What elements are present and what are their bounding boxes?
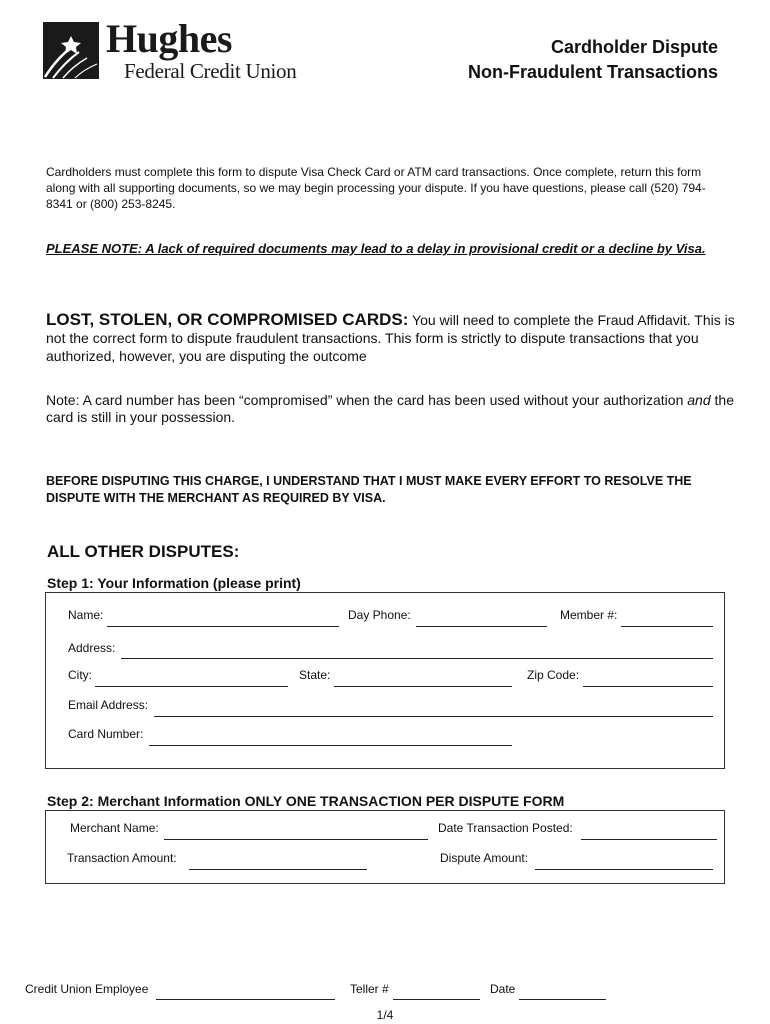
- state-field[interactable]: [334, 686, 512, 687]
- compromised-note-text-end: the card is still in your possession.: [46, 392, 734, 425]
- step1-heading: Step 1: Your Information (please print): [47, 575, 301, 591]
- logo-subtitle: Federal Credit Union: [124, 59, 297, 83]
- lost-stolen-section: [46, 311, 736, 365]
- employee-label: Credit Union Employee: [25, 982, 149, 996]
- date-posted-field[interactable]: [581, 839, 717, 840]
- page-number: 1/4: [376, 1008, 394, 1022]
- compromised-note-text: Note: A card number has been “compromised” when the card has been used without your authorization: [46, 392, 688, 408]
- zip-code-field[interactable]: [583, 686, 713, 687]
- teller-label: Teller #: [350, 982, 389, 996]
- card-number-field[interactable]: [149, 745, 512, 746]
- member-number-field[interactable]: [621, 626, 713, 627]
- date-field[interactable]: [519, 999, 606, 1000]
- day-phone-label: Day Phone:: [348, 608, 411, 622]
- step2-heading: Step 2: Merchant Information ONLY ONE TRANSACTION PER DISPUTE FORM: [47, 793, 565, 809]
- city-field[interactable]: [95, 686, 288, 687]
- day-phone-field[interactable]: [416, 626, 547, 627]
- merchant-name-label: Merchant Name:: [70, 821, 159, 835]
- lost-stolen-text: You will need to complete the Fraud Affidavit. This is not the correct form to dispute fraudulent transactions. This form is strictly to dispute transactions that you authorized, however, you are disputing the outcome: [46, 312, 735, 364]
- compromised-note-emphasis: and: [687, 392, 711, 408]
- teller-field[interactable]: [393, 999, 480, 1000]
- employee-field[interactable]: [156, 999, 335, 1000]
- dispute-amount-field[interactable]: [535, 869, 713, 870]
- transaction-amount-label: Transaction Amount:: [67, 851, 177, 865]
- merchant-acknowledgement: BEFORE DISPUTING THIS CHARGE, I UNDERSTAND THAT I MUST MAKE EVERY EFFORT TO RESOLVE THE DISPUTE WITH THE MERCHANT AS REQUIRED BY VISA.: [46, 474, 692, 505]
- address-field[interactable]: [121, 658, 713, 659]
- card-number-label: Card Number:: [68, 727, 144, 741]
- name-field[interactable]: [107, 626, 339, 627]
- zip-code-label: Zip Code:: [527, 668, 580, 682]
- page-title-line1: Cardholder Dispute: [550, 37, 718, 57]
- star-swoosh-icon: [43, 22, 99, 79]
- dispute-amount-label: Dispute Amount:: [440, 851, 529, 865]
- logo-mark: [43, 22, 99, 79]
- address-label: Address:: [68, 641, 116, 655]
- transaction-amount-field[interactable]: [189, 869, 367, 870]
- date-label: Date: [490, 982, 516, 996]
- logo-name: Hughes: [106, 16, 232, 61]
- date-posted-label: Date Transaction Posted:: [438, 821, 573, 835]
- email-address-label: Email Address:: [68, 698, 149, 712]
- please-note: PLEASE NOTE: A lack of required documents may lead to a delay in provisional credit or a decline by Visa.: [46, 241, 706, 256]
- compromised-note: [46, 392, 736, 426]
- all-other-disputes-heading: ALL OTHER DISPUTES:: [47, 542, 240, 561]
- lost-stolen-heading: LOST, STOLEN, OR COMPROMISED CARDS:: [46, 310, 409, 329]
- city-label: City:: [68, 668, 92, 682]
- page-title-line2: Non-Fraudulent Transactions: [467, 62, 718, 82]
- state-label: State:: [299, 668, 331, 682]
- name-label: Name:: [68, 608, 104, 622]
- merchant-name-field[interactable]: [164, 839, 428, 840]
- intro-text: Cardholders must complete this form to dispute Visa Check Card or ATM card transactions. Once complete, return this form along with all supporting documents, so we may begin processing your dispute. If you have questions, please call (520) 794-8341 or (800) 253-8245.: [46, 165, 706, 211]
- email-address-field[interactable]: [154, 716, 713, 717]
- member-number-label: Member #:: [560, 608, 618, 622]
